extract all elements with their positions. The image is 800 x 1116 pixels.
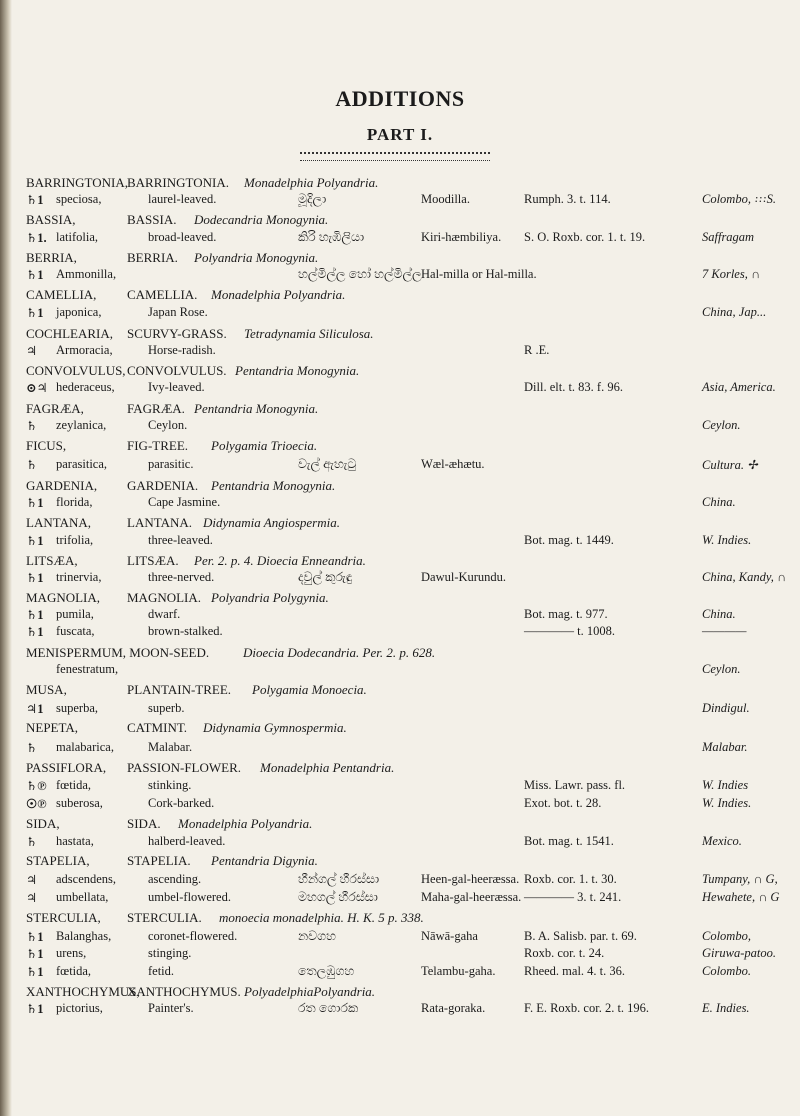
locality: China, Kandy, ∩ [702, 570, 787, 584]
english-genus: FAGRÆA. [127, 401, 185, 416]
english-genus: STAPELIA. [127, 853, 191, 868]
species-name: pictorius, [56, 1001, 103, 1015]
species-name: suberosa, [56, 796, 103, 810]
native-name: Nāwā-gaha [421, 929, 478, 943]
species-row [0, 418, 800, 438]
sinhala-name: තෙලඹුගහ [298, 964, 355, 978]
common-name: fetid. [148, 964, 175, 978]
english-genus: PLANTAIN-TREE. [127, 682, 232, 697]
common-name: Painter's. [148, 1001, 194, 1015]
species-row [0, 533, 800, 553]
latin-genus: LANTANA, [26, 515, 92, 530]
species-name: Balanghas, [56, 929, 112, 943]
latin-genus: GARDENIA, [26, 478, 98, 493]
common-name: ascending. [148, 872, 202, 886]
linnaean-system: Polygamia Monoecia. [252, 682, 367, 697]
common-name: Ceylon. [148, 418, 188, 432]
species-name: trinervia, [56, 570, 102, 584]
native-name: Rata-goraka. [421, 1001, 486, 1015]
latin-genus: MUSA, [26, 682, 67, 697]
species-name: pumila, [56, 607, 94, 621]
habit-symbol: ♃ [26, 891, 38, 905]
reference: Bot. mag. t. 977. [524, 607, 608, 621]
common-name: Malabar. [148, 740, 193, 754]
habit-symbol: ♃1 [26, 702, 44, 716]
species-row [0, 380, 800, 400]
common-name: parasitic. [148, 457, 194, 471]
latin-genus: XANTHOCHYMUS, [26, 984, 140, 999]
species-row [0, 457, 800, 477]
common-name: Japan Rose. [148, 305, 208, 319]
native-name: Telambu-gaha. [421, 964, 496, 978]
common-name: halberd-leaved. [148, 834, 226, 848]
locality: Cultura. ✢ [702, 458, 758, 472]
species-name: superba, [56, 701, 98, 715]
english-genus: SIDA. [127, 816, 161, 831]
species-name: Ammonilla, [56, 267, 117, 281]
part-heading: PART I. [366, 125, 434, 144]
habit-symbol: ♃ [26, 344, 38, 358]
locality: Ceylon. [702, 662, 741, 676]
species-row [0, 778, 800, 798]
english-genus: STERCULIA. [127, 910, 202, 925]
common-name: Cape Jasmine. [148, 495, 221, 509]
locality: ———— [702, 624, 747, 638]
habit-symbol: ♄ [26, 835, 38, 849]
species-name: urens, [56, 946, 87, 960]
latin-genus: NEPETA, [26, 720, 79, 735]
species-row [0, 343, 800, 363]
species-name: hastata, [56, 834, 94, 848]
habit-symbol: ⊙♃ [26, 381, 48, 395]
native-name: Maha-gal-heeræssa. [421, 890, 522, 904]
common-name: Horse-radish. [148, 343, 216, 357]
species-name: hederaceus, [56, 380, 115, 394]
latin-genus: BARRINGTONIA, [26, 175, 128, 190]
english-genus: BASSIA. [127, 212, 177, 227]
habit-symbol: ♄1 [26, 1002, 44, 1016]
linnaean-system: Monadelphia Pentandria. [260, 760, 395, 775]
locality: China, Jap... [702, 305, 767, 319]
latin-genus: LITSÆA, [26, 553, 78, 568]
linnaean-system: Per. 2. p. 4. Dioecia Enneandria. [194, 553, 366, 568]
habit-symbol: ♄1 [26, 268, 44, 282]
habit-symbol: ♄1 [26, 625, 44, 639]
sinhala-name: මූදිලා [298, 192, 327, 206]
species-row [0, 662, 800, 682]
linnaean-system: Polyandria Polygynia. [211, 590, 329, 605]
habit-symbol: ♄ [26, 419, 38, 433]
locality: Dindigul. [702, 701, 750, 715]
common-name: three-leaved. [148, 533, 213, 547]
species-row [0, 796, 800, 816]
genus-row [0, 853, 800, 873]
reference: Roxb. cor. 1. t. 30. [524, 872, 617, 886]
species-row [0, 740, 800, 760]
common-name: laurel-leaved. [148, 192, 217, 206]
common-name: Cork-barked. [148, 796, 215, 810]
species-name: fuscata, [56, 624, 95, 638]
species-name: adscendens, [56, 872, 117, 886]
habit-symbol: ♄1 [26, 965, 44, 979]
genus-row [0, 720, 800, 740]
species-row [0, 890, 800, 910]
english-genus: XANTHOCHYMUS. [127, 984, 241, 999]
english-genus: PASSION-FLOWER. [127, 760, 242, 775]
linnaean-system: Didynamia Angiospermia. [203, 515, 340, 530]
habit-symbol: ♄1 [26, 571, 44, 585]
linnaean-system: Dodecandria Monogynia. [194, 212, 329, 227]
species-name: fenestratum, [56, 662, 119, 676]
species-row [0, 946, 800, 966]
english-genus: BARRINGTONIA. [127, 175, 229, 190]
reference: Dill. elt. t. 83. f. 96. [524, 380, 623, 394]
locality: Saffragam [702, 230, 755, 244]
linnaean-system: Didynamia Gymnospermia. [203, 720, 347, 735]
genus-row [0, 816, 800, 836]
linnaean-system: monoecia monadelphia. H. K. 5 p. 338. [219, 910, 424, 925]
locality: Giruwa-patoo. [702, 946, 776, 960]
species-name: japonica, [56, 305, 102, 319]
common-name: coronet-flowered. [148, 929, 238, 943]
genus-heading: MENISPERMUM, MOON-SEED. [26, 645, 210, 660]
common-name: three-nerved. [148, 570, 215, 584]
species-row [0, 570, 800, 590]
locality: 7 Korles, ∩ [702, 267, 760, 281]
species-name: trifolia, [56, 533, 94, 547]
species-row [0, 230, 800, 250]
reference: ———— 3. t. 241. [524, 890, 622, 904]
english-genus: MAGNOLIA. [127, 590, 202, 605]
habit-symbol: ♄1 [26, 608, 44, 622]
english-genus: LITSÆA. [127, 553, 179, 568]
species-name: fœtida, [56, 778, 92, 792]
linnaean-system: Pentandria Monogynia. [194, 401, 319, 416]
habit-symbol: ♄1. [26, 231, 47, 245]
common-name: stinking. [148, 778, 192, 792]
species-name: latifolia, [56, 230, 98, 244]
reference: F. E. Roxb. cor. 2. t. 196. [524, 1001, 650, 1015]
species-name: zeylanica, [56, 418, 107, 432]
habit-symbol: ♄1 [26, 947, 44, 961]
linnaean-system: Polygamia Trioecia. [211, 438, 318, 453]
locality: Asia, America. [702, 380, 776, 394]
reference: B. A. Salisb. par. t. 69. [524, 929, 637, 943]
latin-genus: COCHLEARIA, [26, 326, 114, 341]
english-genus: LANTANA. [127, 515, 193, 530]
species-row [0, 267, 800, 287]
reference: S. O. Roxb. cor. 1. t. 19. [524, 230, 646, 244]
common-name: Ivy-leaved. [148, 380, 205, 394]
linnaean-system: Pentandria Digynia. [211, 853, 318, 868]
locality: Mexico. [702, 834, 742, 848]
common-name: umbel-flowered. [148, 890, 231, 904]
sinhala-name: මහගල් හීරස්සා [298, 890, 378, 904]
sinhala-name: කිරි හැඹිලියා [298, 230, 365, 244]
locality: Malabar. [702, 740, 748, 754]
habit-symbol: ♄1 [26, 306, 44, 320]
latin-genus: PASSIFLORA, [26, 760, 107, 775]
native-name: Dawul-Kurundu. [421, 570, 507, 584]
habit-symbol: ♄1 [26, 534, 44, 548]
locality: Ceylon. [702, 418, 741, 432]
locality: Colombo, [702, 929, 751, 943]
species-row [0, 872, 800, 892]
genus-row [0, 682, 800, 702]
native-name: Hal-milla or Hal-milla. [421, 267, 537, 281]
ornament-divider [300, 152, 490, 161]
english-genus: GARDENIA. [127, 478, 199, 493]
species-name: Armoracia, [56, 343, 113, 357]
locality: China. [702, 607, 736, 621]
locality: Colombo, ꞉꞉꞉S. [702, 192, 776, 206]
english-genus: SCURVY-GRASS. [127, 326, 227, 341]
locality: W. Indies [702, 778, 749, 792]
latin-genus: BERRIA, [26, 250, 77, 265]
linnaean-system: Monadelphia Polyandria. [211, 287, 346, 302]
latin-genus: BASSIA, [26, 212, 76, 227]
common-name: dwarf. [148, 607, 181, 621]
habit-symbol: ♄ [26, 741, 38, 755]
latin-genus: CONVOLVULUS, [26, 363, 126, 378]
english-genus: BERRIA. [127, 250, 178, 265]
native-name: Kiri-hæmbiliya. [421, 230, 502, 244]
locality: E. Indies. [702, 1001, 750, 1015]
latin-genus: FICUS, [26, 438, 67, 453]
reference: R .E. [524, 343, 550, 357]
locality: Tumpany, ∩ G, [702, 872, 778, 886]
habit-symbol: ♃ [26, 873, 38, 887]
locality: Hewahete, ∩ G [702, 890, 780, 904]
species-name: parasitica, [56, 457, 108, 471]
genus-row [0, 910, 800, 930]
sinhala-name: නවගහ [298, 929, 336, 943]
sinhala-name: හීන්ගල් හීරස්සා [298, 872, 380, 886]
species-name: malabarica, [56, 740, 114, 754]
latin-genus: FAGRÆA, [26, 401, 84, 416]
species-name: fœtida, [56, 964, 92, 978]
species-row [0, 1001, 800, 1021]
habit-symbol: ♄1 [26, 930, 44, 944]
latin-genus: STAPELIA, [26, 853, 90, 868]
locality: China. [702, 495, 736, 509]
reference: Exot. bot. t. 28. [524, 796, 602, 810]
species-row [0, 624, 800, 644]
english-genus: CATMINT. [127, 720, 188, 735]
latin-genus: STERCULIA, [26, 910, 101, 925]
english-genus: CONVOLVULUS. [127, 363, 227, 378]
common-name: broad-leaved. [148, 230, 217, 244]
sinhala-name: හල්මිල්ල හෝ හල්මිල්ල [298, 267, 422, 281]
habit-symbol: ♄ [26, 458, 38, 472]
english-genus: CAMELLIA. [127, 287, 198, 302]
sinhala-name: වැල් ඇහැටු [298, 457, 357, 471]
species-row [0, 964, 800, 984]
linnaean-system: Pentandria Monogynia. [211, 478, 336, 493]
species-name: florida, [56, 495, 93, 509]
habit-symbol: ♄1 [26, 496, 44, 510]
reference: ———— t. 1008. [524, 624, 615, 638]
linnaean-system: Monadelphia Polyandria. [244, 175, 379, 190]
latin-genus: CAMELLIA, [26, 287, 97, 302]
latin-genus: MAGNOLIA, [26, 590, 101, 605]
species-row [0, 192, 800, 212]
sinhala-name: රත ගොරක [298, 1001, 359, 1015]
native-name: Moodilla. [421, 192, 470, 206]
reference: Miss. Lawr. pass. fl. [524, 778, 626, 792]
locality: W. Indies. [702, 796, 752, 810]
reference: Rumph. 3. t. 114. [524, 192, 611, 206]
habit-symbol: ☉℗ [26, 797, 47, 811]
common-name: brown-stalked. [148, 624, 223, 638]
locality: Colombo. [702, 964, 751, 978]
common-name: stinging. [148, 946, 192, 960]
english-genus: FIG-TREE. [127, 438, 189, 453]
linnaean-system: Polyandria Monogynia. [194, 250, 319, 265]
latin-genus: SIDA, [26, 816, 60, 831]
species-row [0, 495, 800, 515]
linnaean-system: PolyadelphiaPolyandria. [244, 984, 376, 999]
linnaean-system: Tetradynamia Siliculosa. [244, 326, 374, 341]
reference: Rheed. mal. 4. t. 36. [524, 964, 626, 978]
linnaean-system: Monadelphia Polyandria. [178, 816, 313, 831]
reference: Bot. mag. t. 1449. [524, 533, 614, 547]
page-title: ADDITIONS [335, 86, 465, 111]
native-name: Heen-gal-heeræssa. [421, 872, 520, 886]
genus-row [0, 515, 800, 535]
reference: Bot. mag. t. 1541. [524, 834, 614, 848]
linnaean-system: Dioecia Dodecandria. Per. 2. p. 628. [243, 645, 436, 660]
genus-row [0, 438, 800, 458]
sinhala-name: දවුල් කුරුඳු [298, 570, 353, 584]
linnaean-system: Pentandria Monogynia. [235, 363, 360, 378]
locality: W. Indies. [702, 533, 752, 547]
reference: Roxb. cor. t. 24. [524, 946, 605, 960]
genus-row [0, 287, 800, 307]
species-row [0, 305, 800, 325]
species-row [0, 701, 800, 721]
native-name: Wæl-æhætu. [421, 457, 485, 471]
common-name: superb. [148, 701, 185, 715]
habit-symbol: ♄1 [26, 193, 44, 207]
genus-row [0, 760, 800, 780]
habit-symbol: ♄℗ [26, 779, 47, 793]
genus-row [0, 212, 800, 232]
species-row [0, 834, 800, 854]
species-name: umbellata, [56, 890, 109, 904]
species-name: speciosa, [56, 192, 102, 206]
